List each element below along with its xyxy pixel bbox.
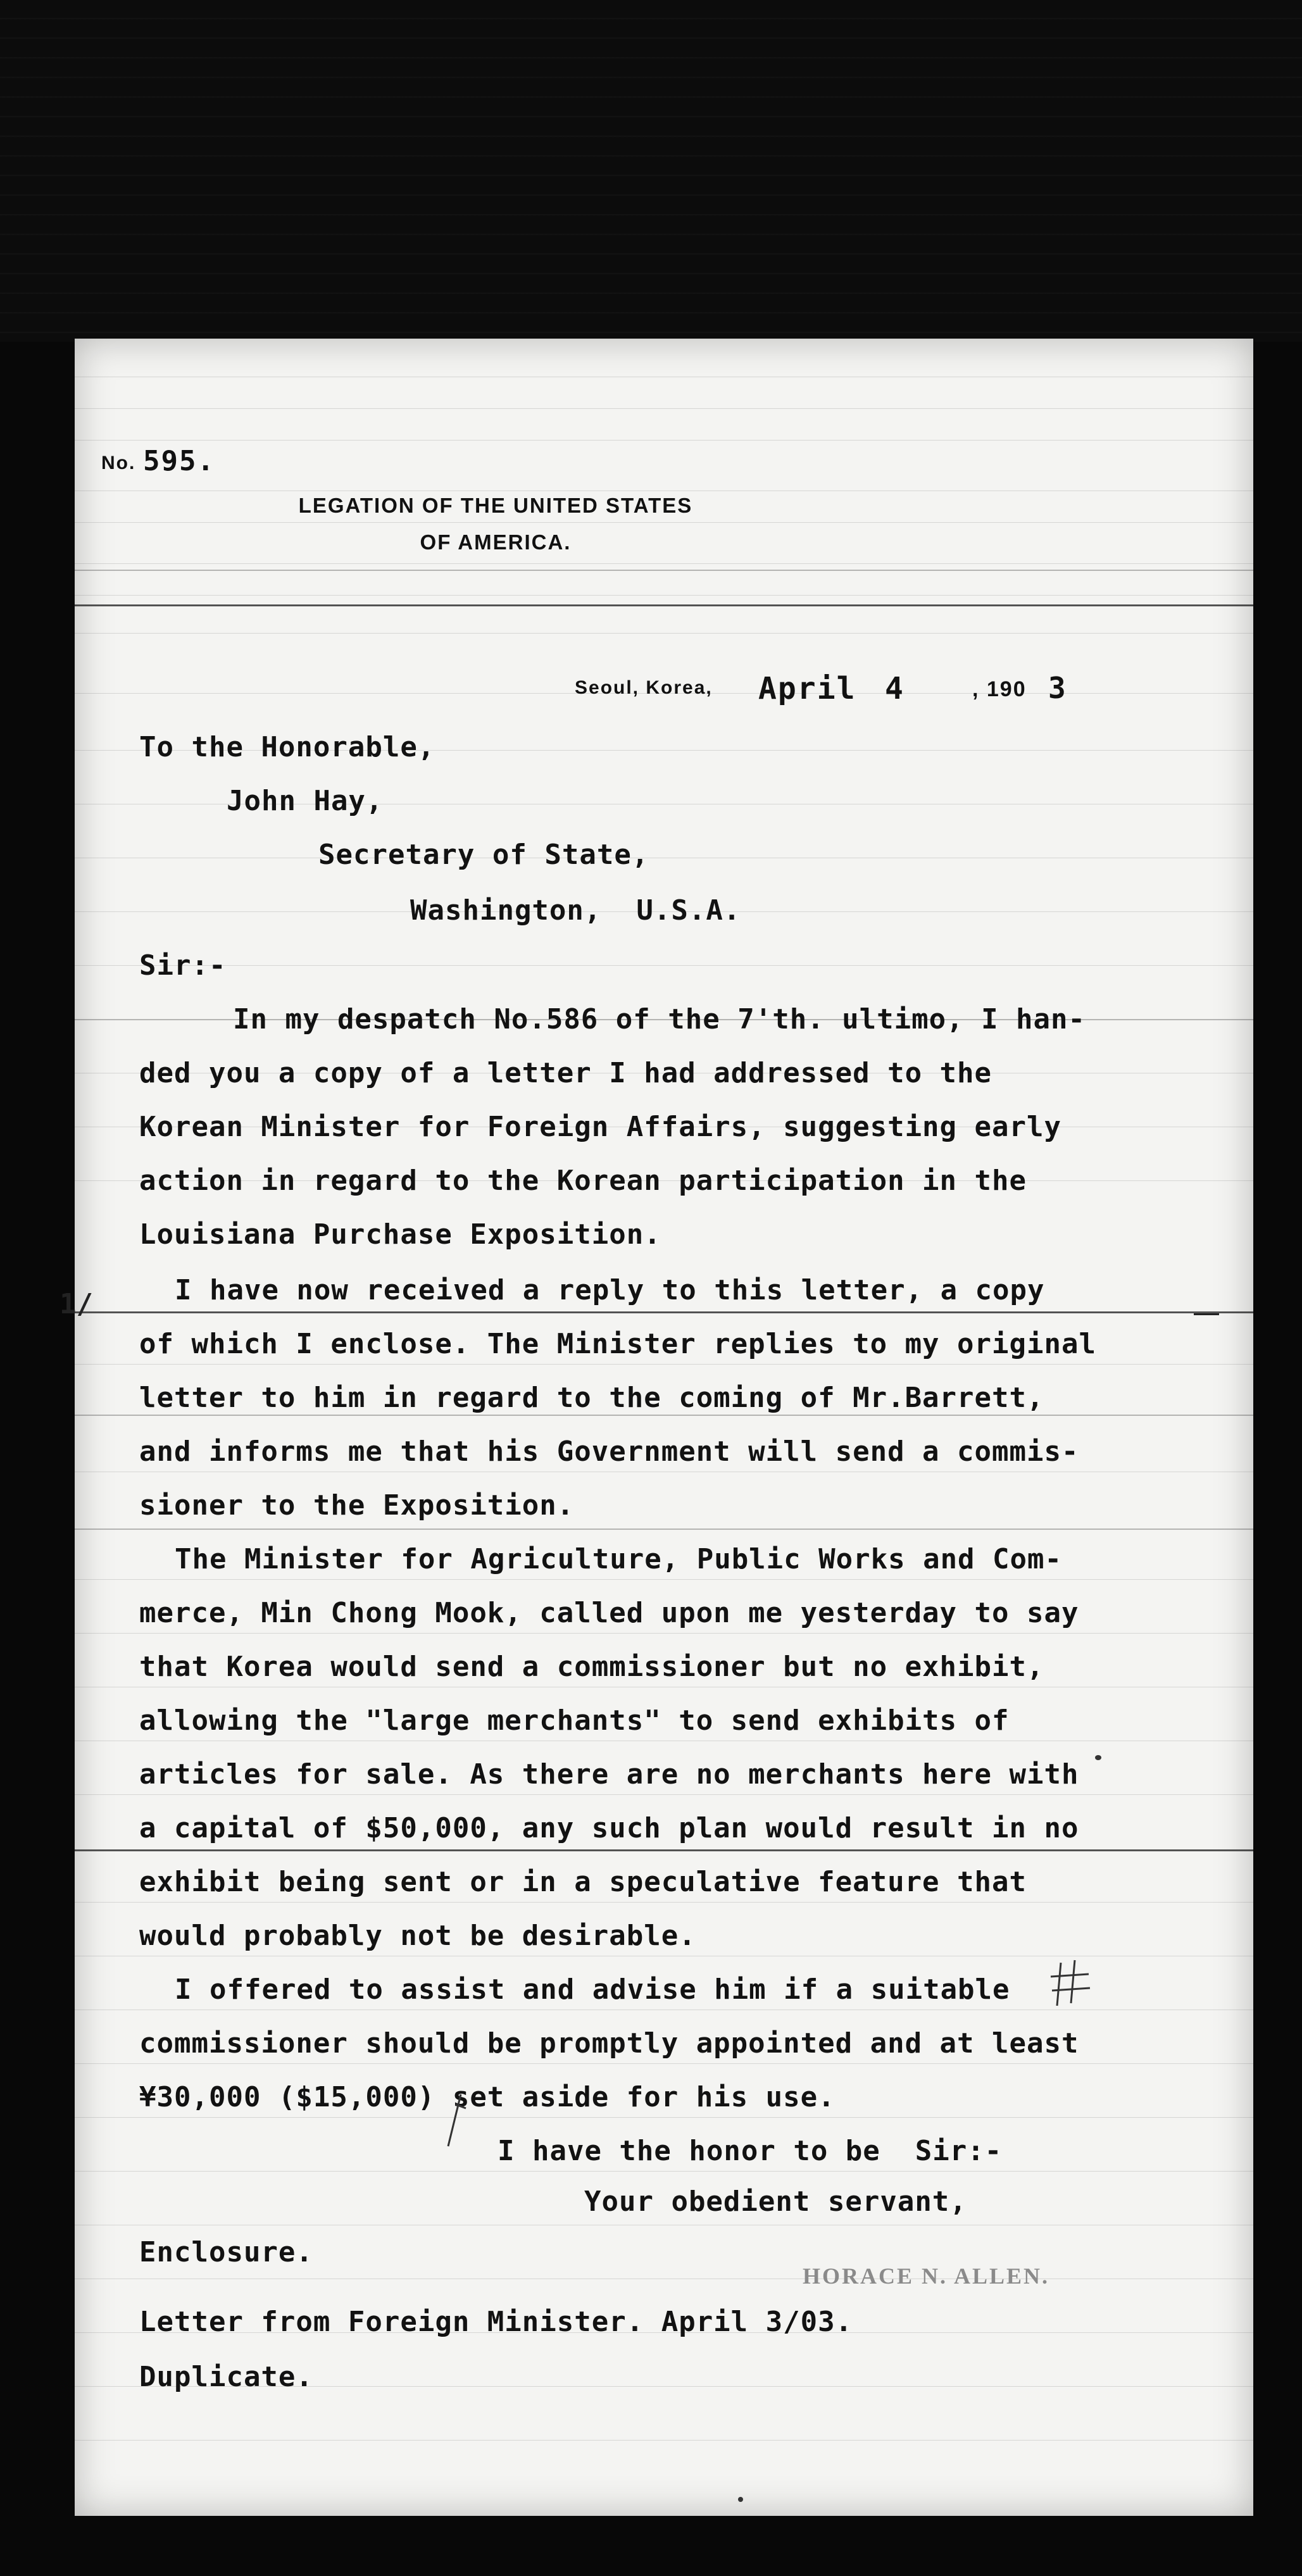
legation-title: LEGATION OF THE UNITED STATES [298,494,693,517]
ruled-line [75,2440,1253,2441]
body-line: allowing the "large merchants" to send exhibits of [139,1704,1010,1737]
ruled-line [75,1849,1253,1851]
body-line: a capital of $50,000, any such plan would result in no [139,1812,1079,1844]
body-line: exhibit being sent or in a speculative feature that [139,1866,1027,1898]
body-line: ded you a copy of a letter I had addressed to the [139,1057,992,1089]
address-line: Secretary of State, [318,839,649,871]
ruled-line [75,1311,1253,1313]
ruled-line [75,522,1253,523]
ruled-line [75,440,1253,441]
ink-speck [1095,1755,1101,1760]
body-line: merce, Min Chong Mook, called upon me yesterday to say [139,1597,1079,1629]
body-line: I have now received a reply to this letter, a copy [175,1274,1045,1306]
body-line: In my despatch No.586 of the 7'th. ultimo, I han- [233,1003,1086,1035]
body-line: would probably not be desirable. [139,1920,696,1952]
enclosure-copy: Duplicate. [139,2361,313,2393]
ruled-line [75,1579,1253,1580]
ruled-line [75,563,1253,564]
body-line: ¥30,000 ($15,000) set aside for his use. [139,2081,836,2113]
place-line: Seoul, Korea, [575,677,713,698]
closing-line: I have the honor to be Sir:- [498,2135,1003,2167]
ruled-line [75,1902,1253,1903]
ruled-line [75,965,1253,966]
date-year-digit: 3 [1048,671,1067,705]
ruled-line [75,1794,1253,1795]
body-line: Louisiana Purchase Exposition. [139,1218,661,1251]
ruled-line [75,633,1253,634]
film-border [0,0,1302,342]
body-line: Korean Minister for Foreign Affairs, suggesting early [139,1111,1061,1143]
body-line: and informs me that his Government will send a commis- [139,1435,1079,1468]
address-line: To the Honorable, [139,731,435,763]
document-page [59,339,1253,2516]
ruled-line [75,2063,1253,2064]
date-day: 4 [885,671,905,706]
legation-subtitle: OF AMERICA. [420,530,572,554]
ink-speck [738,2497,743,2502]
body-line: of which I enclose. The Minister replies to my original [139,1328,1096,1360]
despatch-number: 595. [143,445,215,477]
ruled-line [75,1364,1253,1365]
margin-dash [1194,1313,1219,1315]
ruled-line [75,1633,1253,1634]
ruled-line [75,595,1253,596]
ruled-line [75,2117,1253,2118]
address-line: John Hay, [227,785,384,817]
hash-mark-icon [1049,1959,1094,2010]
ruled-line [75,1415,1253,1416]
ruled-line [75,408,1253,409]
enclosure-item: Letter from Foreign Minister. April 3/03. [139,2306,853,2338]
date-year-prefix: , 190 [972,677,1027,701]
body-line: sioner to the Exposition. [139,1489,575,1522]
salutation: Sir:- [139,949,227,982]
enclosure-label: Enclosure. [139,2236,313,2268]
ruled-line [75,1529,1253,1530]
body-line: action in regard to the Korean participation in the [139,1165,1027,1197]
body-line: The Minister for Agriculture, Public Works and Com- [175,1543,1063,1575]
signature-stamp: HORACE N. ALLEN. [803,2263,1050,2289]
address-line: Washington, U.S.A. [410,894,741,927]
body-line: that Korea would send a commissioner but no exhibit, [139,1651,1044,1683]
ruled-line [75,2171,1253,2172]
closing-line: Your obedient servant, [584,2185,967,2218]
ruled-line [75,604,1253,606]
date-month: April [758,671,856,706]
body-line: commissioner should be promptly appointed and at least [139,2027,1079,2060]
body-line: articles for sale. As there are no merchants here with [139,1758,1079,1791]
ruled-line [75,570,1253,571]
pencil-mark-icon [442,2092,473,2149]
body-line: letter to him in regard to the coming of Mr.Barrett, [139,1382,1044,1414]
despatch-number-label: No. [101,453,136,473]
body-line: I offered to assist and advise him if a suitable [175,1973,1010,2006]
enclosure-margin-mark: 1/ [59,1288,93,1320]
